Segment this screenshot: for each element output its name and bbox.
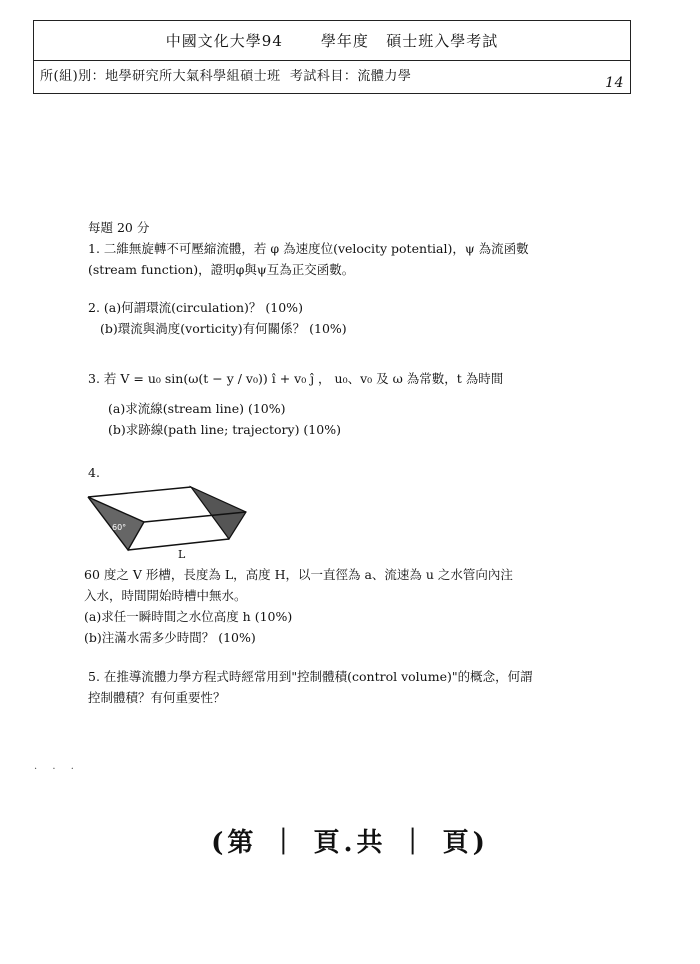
university-name: 中國文化大學94 <box>165 32 283 50</box>
question-2-block <box>88 297 347 339</box>
points-note: 每題 20 分 <box>88 220 150 235</box>
question-1-line-2: (stream function)，證明φ與ψ互為正交函數。 <box>88 262 355 277</box>
exam-type-label: 碩士班入學考試 <box>386 32 499 50</box>
page-footer: (第 ｜ 頁.共 ｜ 頁) <box>211 828 489 858</box>
exam-title-row <box>34 21 630 61</box>
figure-angle-label: 60° <box>112 523 127 532</box>
page-mark: 14 <box>605 75 624 91</box>
question-1-line-1: 1. 二維無旋轉不可壓縮流體，若 φ 為速度位(velocity potential)，ψ 為流函數 <box>88 241 529 256</box>
question-3-block <box>88 368 503 440</box>
question-2-part-a: 2. (a)何謂環流(circulation)？ (10%) <box>88 300 303 315</box>
question-4-part-b: (b)注滿水需多少時間？ (10%) <box>84 630 256 645</box>
v-trough-figure <box>86 484 256 562</box>
academic-year-label: 學年度 <box>320 32 369 50</box>
question-2-part-b: (b)環流與渦度(vorticity)有何關係？ (10%) <box>100 321 347 336</box>
exam-header <box>33 20 631 94</box>
question-4-line-1: 60 度之 V 形槽，長度為 L，高度 H，以一直徑為 a、流速為 u 之水管向內注 <box>84 567 513 582</box>
question-4-line-2: 入水，時間開始時槽中無水。 <box>84 588 247 603</box>
trough-top-front-edge <box>88 487 191 497</box>
question-1-block <box>88 217 529 280</box>
question-5-line-2: 控制體積？有何重要性？ <box>88 690 226 705</box>
question-4-number: 4. <box>88 465 100 480</box>
exam-info-row <box>34 61 630 93</box>
scan-specks: · · · <box>34 764 80 775</box>
question-4-block <box>84 564 513 648</box>
question-3-part-a: (a)求流線(stream line) (10%) <box>108 401 286 416</box>
question-5-block <box>88 666 533 708</box>
figure-length-label: L <box>178 548 186 561</box>
question-3-part-b: (b)求跡線(path line; trajectory) (10%) <box>108 422 341 437</box>
department-label: 所(組)別：地學研究所大氣科學組碩士班 <box>40 69 281 84</box>
question-5-line-1: 5. 在推導流體力學方程式時經常用到"控制體積(control volume)"的概念，何謂 <box>88 669 533 684</box>
question-4-part-a: (a)求任一瞬時間之水位高度 h (10%) <box>84 609 293 624</box>
subject-label: 考試科目：流體力學 <box>289 69 412 84</box>
question-3-stem: 3. 若 V = u₀ sin(ω(t − y / v₀)) î + v₀ ĵ ， u₀、v₀ 及 ω 為常數，t 為時間 <box>88 371 504 386</box>
